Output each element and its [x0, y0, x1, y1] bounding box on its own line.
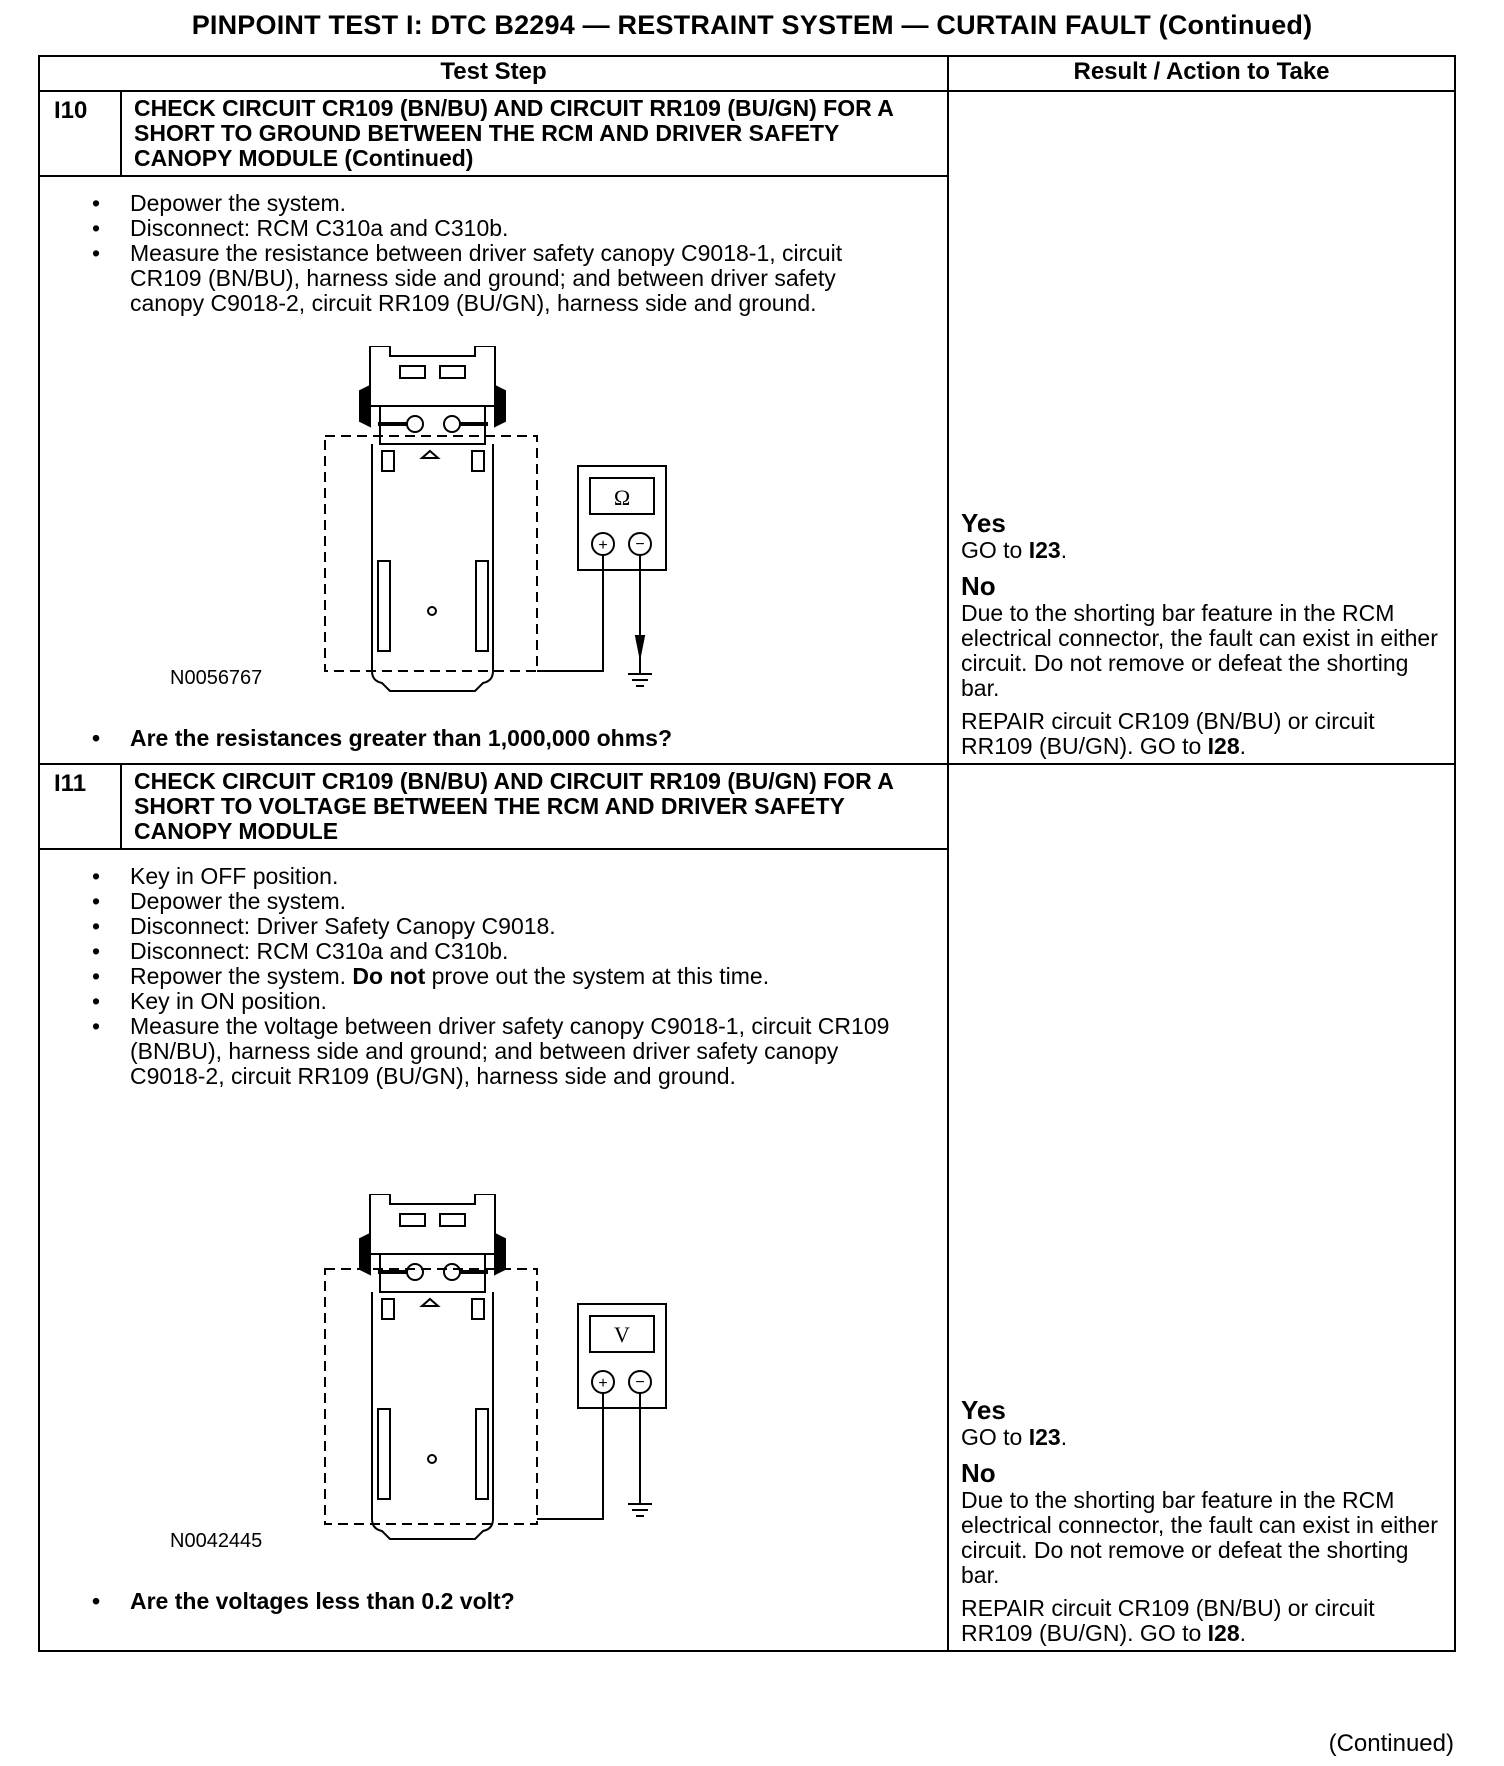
step-question: • Are the resistances greater than 1,000,000 ohms?	[130, 726, 907, 751]
figure-code: N0042445	[170, 1530, 263, 1552]
list-item: • Key in OFF position.	[130, 864, 907, 889]
yes-label: Yes	[961, 508, 1006, 538]
page-title: PINPOINT TEST I: DTC B2294 — RESTRAINT SYSTEM — CURTAIN FAULT (Continued)	[191, 10, 1313, 40]
list-item: • Disconnect: RCM C310a and C310b.	[130, 939, 907, 964]
yes-label: Yes	[961, 1395, 1006, 1425]
svg-text:−: −	[635, 536, 645, 553]
list-item: • Disconnect: Driver Safety Canopy C9018.	[130, 914, 907, 939]
list-item: • Depower the system.	[130, 889, 907, 914]
result-cell	[948, 764, 1455, 1651]
svg-text:+: +	[598, 1375, 608, 1392]
column-header-test-step: Test Step	[39, 56, 948, 91]
meter-symbol: V	[614, 1322, 630, 1347]
no-text: Due to the shorting bar feature in the RCM electrical connector, the fault can exist in either circuit. Do not remove or defeat the shorting bar.	[961, 600, 1438, 701]
list-item: • Measure the resistance between driver safety canopy C9018-1, circuit CR109 (BN/BU), harness side and ground; and between driver safety canopy C9018-2, circuit RR109 (BU/GN), harness side and ground.	[130, 241, 907, 316]
connector-diagram	[260, 1194, 780, 1574]
repair-ref: I28	[1207, 1620, 1240, 1646]
yes-end: .	[1060, 537, 1068, 563]
no-label: No	[961, 1458, 996, 1488]
step-id: I11	[39, 764, 121, 849]
step-heading: CHECK CIRCUIT CR109 (BN/BU) AND CIRCUIT RR109 (BU/GN) FOR A SHORT TO GROUND BETWEEN THE RCM AND DRIVER SAFETY CANOPY MODULE (Continued)	[121, 91, 948, 176]
repair-end: .	[1239, 733, 1247, 759]
continued-note: (Continued)	[1328, 1730, 1454, 1757]
table-header-row	[39, 56, 1455, 91]
repair-end: .	[1239, 1620, 1247, 1646]
repair-text: REPAIR circuit CR109 (BN/BU) or circuit RR109 (BU/GN). GO to	[961, 1595, 1375, 1646]
list-item: • Depower the system.	[130, 191, 907, 216]
voltmeter-figure	[170, 1089, 907, 1589]
list-item	[130, 964, 907, 989]
bullet-emphasis: Do not	[352, 963, 426, 989]
step-id: I10	[39, 91, 121, 176]
step-bullets	[130, 864, 907, 1089]
no-label: No	[961, 571, 996, 601]
list-item: • Disconnect: RCM C310a and C310b.	[130, 216, 907, 241]
yes-text: GO to	[961, 537, 1029, 563]
pinpoint-test-table	[38, 55, 1456, 1652]
yes-ref: I23	[1028, 1424, 1061, 1450]
step-body	[39, 849, 948, 1651]
figure-code: N0056767	[170, 667, 263, 689]
no-text: Due to the shorting bar feature in the RCM electrical connector, the fault can exist in either circuit. Do not remove or defeat the shorting bar.	[961, 1487, 1438, 1588]
step-question: • Are the voltages less than 0.2 volt?	[130, 1589, 907, 1614]
step-heading: CHECK CIRCUIT CR109 (BN/BU) AND CIRCUIT RR109 (BU/GN) FOR A SHORT TO VOLTAGE BETWEEN THE RCM AND DRIVER SAFETY CANOPY MODULE	[121, 764, 948, 849]
ohmmeter-figure	[170, 316, 907, 726]
step-heading-row	[39, 91, 1455, 176]
list-item: • Measure the voltage between driver safety canopy C9018-1, circuit CR109 (BN/BU), harness side and ground; and between driver safety canopy C9018-2, circuit RR109 (BU/GN), harness side and ground.	[130, 1014, 907, 1089]
list-item: • Key in ON position.	[130, 989, 907, 1014]
yes-text: GO to	[961, 1424, 1029, 1450]
svg-text:+: +	[598, 537, 608, 554]
svg-text:−: −	[635, 1374, 645, 1391]
repair-text: REPAIR circuit CR109 (BN/BU) or circuit RR109 (BU/GN). GO to	[961, 708, 1375, 759]
column-header-result: Result / Action to Take	[948, 56, 1455, 91]
connector-diagram	[260, 346, 780, 726]
step-heading-row	[39, 764, 1455, 849]
repair-ref: I28	[1207, 733, 1240, 759]
step-body	[39, 176, 948, 764]
yes-ref: I23	[1028, 537, 1061, 563]
result-cell	[948, 91, 1455, 764]
bullet-text: prove out the system at this time.	[425, 963, 770, 989]
bullet-text: Repower the system.	[130, 963, 353, 989]
yes-end: .	[1060, 1424, 1068, 1450]
step-bullets	[130, 191, 907, 316]
meter-symbol: Ω	[613, 485, 631, 510]
